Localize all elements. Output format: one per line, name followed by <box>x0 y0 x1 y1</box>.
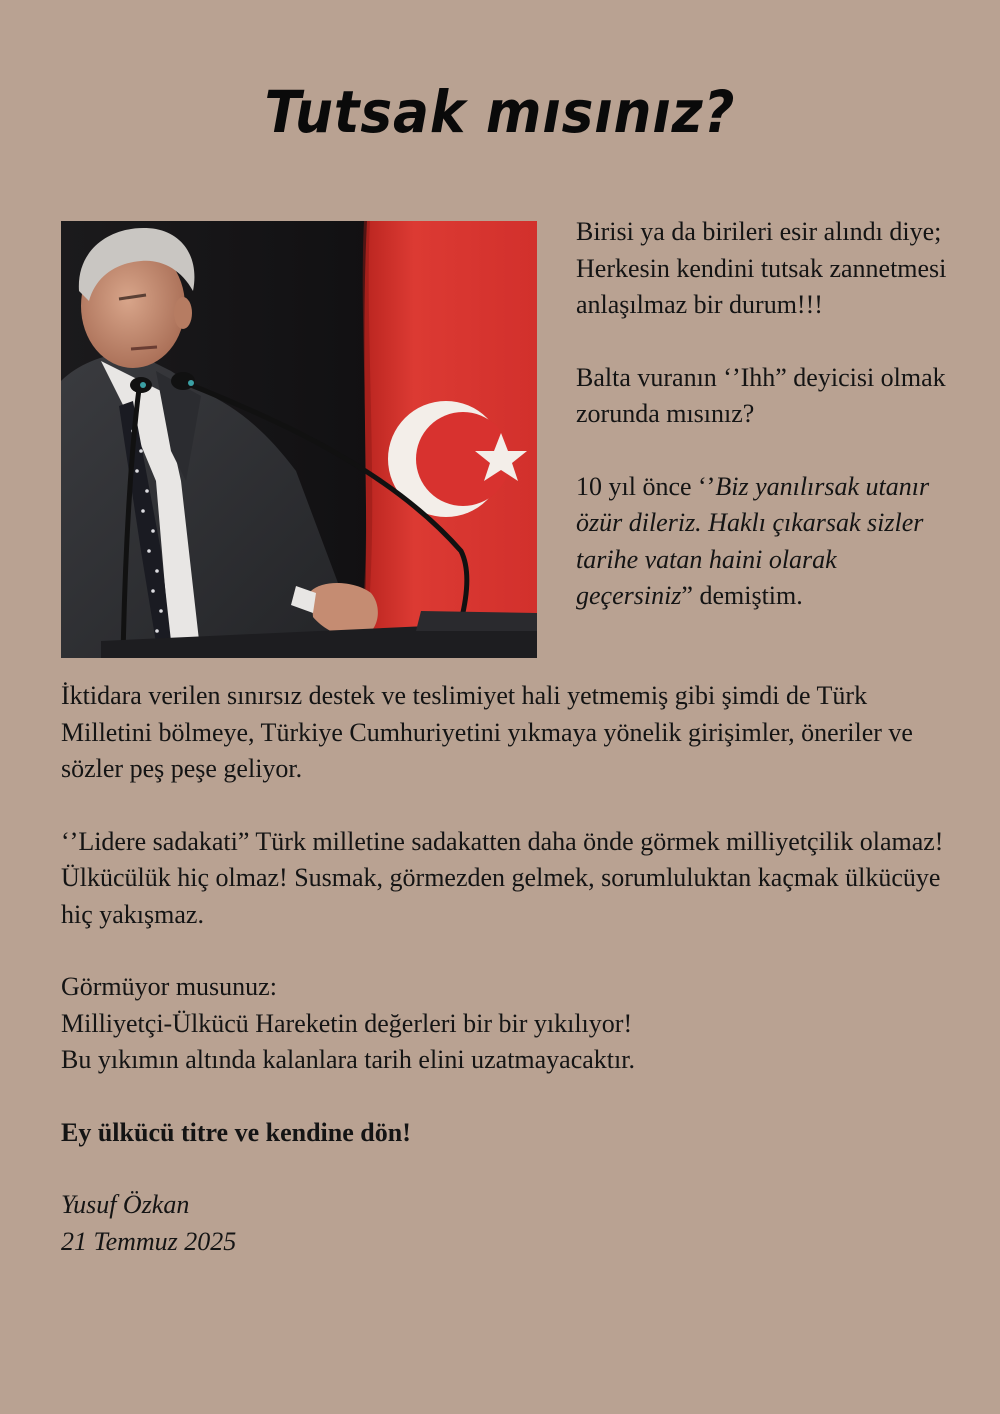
author-name: Yusuf Özkan <box>61 1190 190 1219</box>
quote-lead: 10 yıl önce ‘’ <box>576 471 716 501</box>
body-paragraph-1: İktidara verilen sınırsız destek ve teslimiyet hali yetmemiş gibi şimdi de Türk Milletini bölmeye, Türkiye Cumhuriyetini yıkmaya yönelik girişimler, öneriler ve sözler peş peşe geliyor. <box>61 681 913 783</box>
warning-block <box>61 969 951 1079</box>
quote-paragraph <box>576 469 956 615</box>
question-paragraph: Balta vuranın ‘’Ihh” deyicisi olmak zorunda mısınız? <box>576 362 946 428</box>
body-paragraph-2: ‘’Lidere sadakati” Türk milletine sadakatten daha önde görmek milliyetçilik olamaz! Ülkücülük hiç olmaz! Susmak, görmezden gelmek, sorumluluktan kaçmak ülkücüye hiç yakışmaz. <box>61 826 944 929</box>
quote-tail: ” demiştim. <box>681 581 803 610</box>
body-column <box>61 678 951 1296</box>
speaker-photo <box>61 221 537 658</box>
intro-paragraph: Birisi ya da birileri esir alındı diye; Herkesin kendini tutsak zannetmesi anlaşılmaz bir durum!!! <box>576 217 947 319</box>
signature-block <box>61 1187 951 1260</box>
quote-text: Biz yanılırsak utanır özür dileriz. Haklı çıkarsak sizler tarihe vatan haini olarak geçersiniz <box>576 471 930 610</box>
warning-line-1: Görmüyor musunuz: <box>61 972 277 1001</box>
signature-date: 21 Temmuz 2025 <box>61 1226 237 1256</box>
side-column <box>576 214 956 651</box>
page-title: Tutsak mısınız? <box>264 78 736 146</box>
call-to-action: Ey ülkücü titre ve kendine dön! <box>61 1117 411 1147</box>
warning-line-3: Bu yıkımın altında kalanlara tarih elini uzatmayacaktır. <box>61 1045 635 1074</box>
warning-line-2: Milliyetçi-Ülkücü Hareketin değerleri bir bir yıkılıyor! <box>61 1008 633 1038</box>
